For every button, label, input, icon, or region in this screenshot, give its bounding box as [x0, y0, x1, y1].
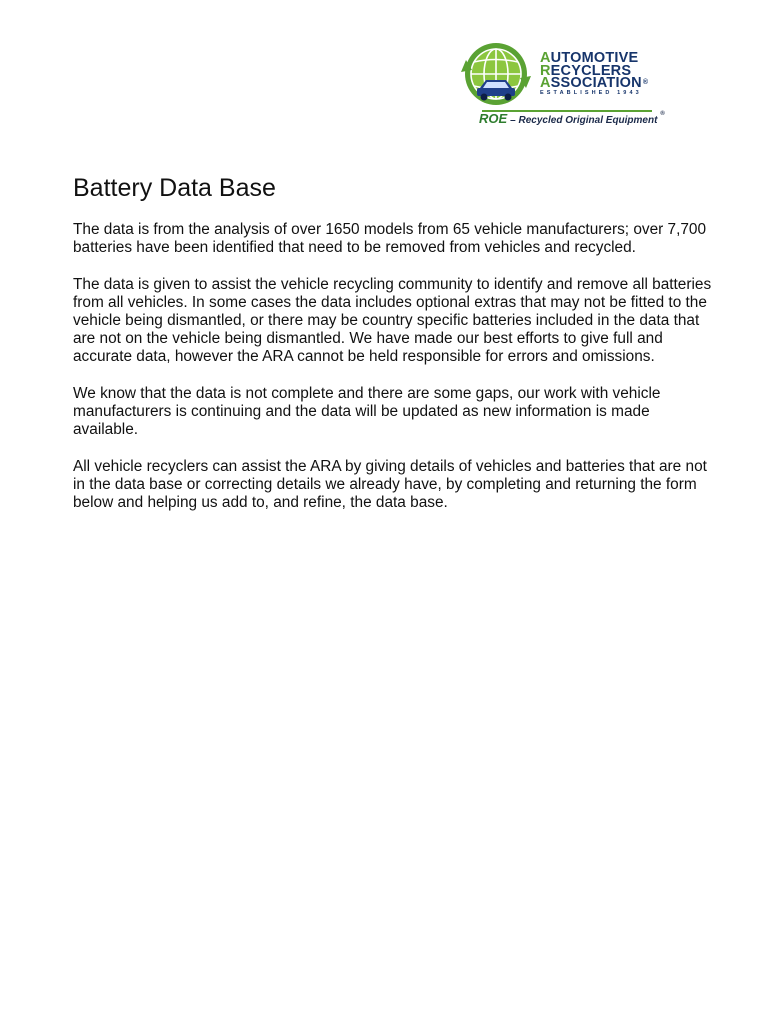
document-body — [73, 221, 713, 530]
paragraph: The data is given to assist the vehicle recycling community to identify and remove all batteries from all vehicles. In some cases the data includes optional extras that may not be fitted to the vehicle being dismantled, or there may be country specific batteries included in the data that are not on the vehicle being dismantled. We have made our best efforts to give full and accurate data, however the ARA cannot be held responsible for errors and omissions. — [73, 275, 712, 366]
association-name: AUTOMOTIVE RECYCLERS ASSOCIATION® — [540, 50, 649, 91]
paragraph: We know that the data is not complete and there are some gaps, our work with vehicle manufacturers is continuing and the data will be updated as new information is made available. — [73, 384, 661, 439]
globe-car-icon — [458, 40, 538, 112]
established-text: ESTABLISHED 1943 — [540, 90, 642, 96]
paragraph: The data is from the analysis of over 1650 models from 65 vehicle manufacturers; over 7,700 batteries have been identified that need to be removed from vehicles and recycled. — [73, 221, 707, 257]
roe-tagline: ROE – Recycled Original Equipment ® — [479, 111, 665, 126]
page-title: Battery Data Base — [73, 174, 276, 202]
ara-logo — [458, 40, 668, 132]
paragraph: All vehicle recyclers can assist the ARA by giving details of vehicles and batteries that are not in the data base or correcting details we already have, by completing and returning the form below and helping us add to, and refine, the data base. — [73, 457, 707, 511]
